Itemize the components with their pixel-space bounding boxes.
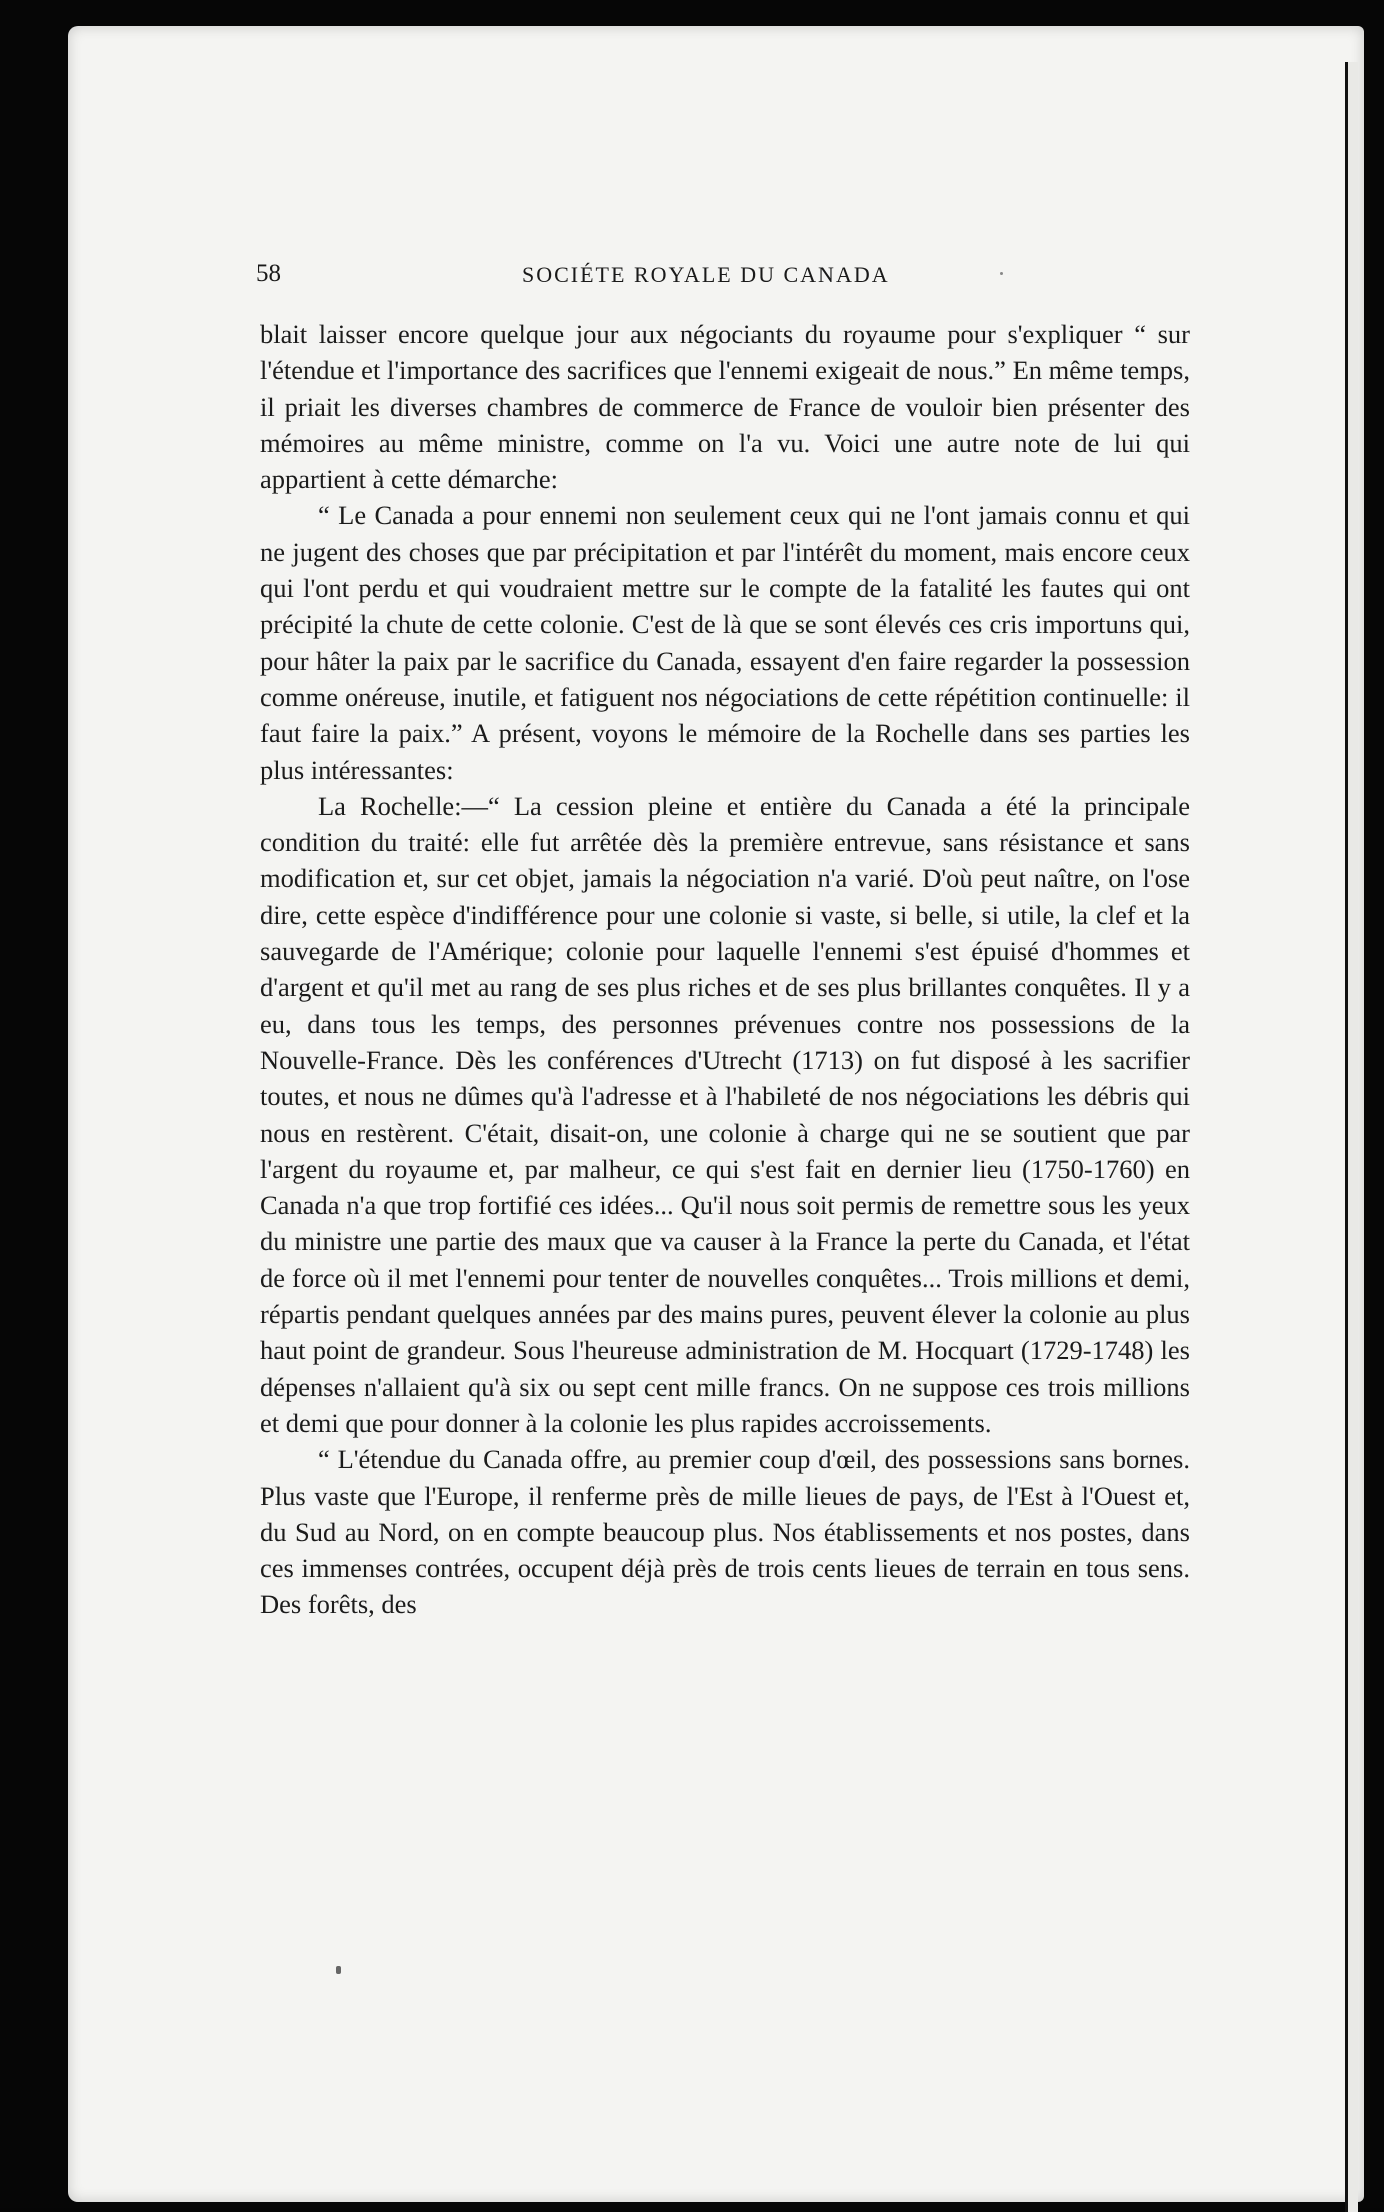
paragraph: blait laisser encore quelque jour aux négociants du royaume pour s'expliquer “ sur l'étendue et l'importance des sacrifices que l'ennemi exigeait de nous.” En même temps, il priait les diverses chambres de commerce de France de vouloir bien présenter des mémoires au même ministre, comme on l'a vu. Voici une autre note de lui qui appartient à cette démarche: — [260, 319, 1190, 495]
page-number: 58 — [256, 260, 281, 287]
paragraph: La Rochelle:—“ La cession pleine et entière du Canada a été la principale condition du traité: elle fut arrêtée dès la première entrevue, sans résistance et sans modification et, sur cet objet, jamais la négociation n'a varié. D'où peut naître, on l'ose dire, cette espèce d'indifférence pour une colonie si vaste, si belle, si utile, la clef et la sauvegarde de l'Amérique; colonie pour laquelle l'ennemi s'est épuisé d'hommes et d'argent et qu'il met au rang de ses plus riches et de ses plus brillantes conquêtes. Il y a eu, dans tous les temps, des personnes prévenues contre nos possessions de la Nouvelle-France. Dès les conférences d'Utrecht (1713) on fut disposé à les sacrifier toutes, et nous ne dûmes qu'à l'adresse et à l'habileté de nos négociations les débris qui nous en restèrent. C'était, disait-on, une colonie à charge qui ne se soutient que par l'argent du royaume et, par malheur, ce qui s'est fait en dernier lieu (1750-1760) en Canada n'a que trop fortifié ces idées... Qu'il nous soit permis de remettre sous les yeux du ministre une partie des maux que va causer à la France la perte du Canada, et l'état de force où il met l'ennemi pour tenter de nouvelles conquêtes... Trois millions et demi, répartis pendant quelques années par des mains pures, peuvent élever la colonie au plus haut point de grandeur. Sous l'heureuse administration de M. Hocquart (1729-1748) les dépenses n'allaient qu'à six ou sept cent mille francs. On ne suppose ces trois millions et demi que pour donner à la colonie les plus rapides accroissements. — [260, 790, 1190, 1438]
paragraph: “ L'étendue du Canada offre, au premier coup d'œil, des possessions sans bornes. Plus vaste que l'Europe, il renferme près de mille lieues de pays, de l'Est à l'Ouest et, du Sud au Nord, on en compte beaucoup plus. Nos établissements et nos postes, dans ces immenses contrées, occupent déjà près de trois cents lieues de terrain en tous sens. Des forêts, des — [260, 1444, 1190, 1620]
adjacent-page-edge — [1345, 62, 1358, 2212]
scan-speck — [1000, 272, 1003, 275]
page-header — [256, 260, 956, 300]
running-head: SOCIÉTE ROYALE DU CANADA — [522, 262, 890, 287]
paragraph: “ Le Canada a pour ennemi non seulement ceux qui ne l'ont jamais connu et qui ne jugent des choses que par précipitation et par l'intérêt du moment, mais encore ceux qui l'ont perdu et qui voudraient mettre sur le compte de la fatalité les fautes qui ont précipité la chute de cette colonie. C'est de là que se sont élevés ces cris importuns qui, pour hâter la paix par le sacrifice du Canada, essayent d'en faire regarder la possession comme onéreuse, inutile, et fatiguent nos négociations de cette répétition continuelle: il faut faire la paix.” A présent, voyons le mémoire de la Rochelle dans ses parties les plus intéressantes: — [260, 500, 1190, 785]
body-text — [260, 316, 1190, 1623]
scan-speck — [336, 1966, 341, 1974]
